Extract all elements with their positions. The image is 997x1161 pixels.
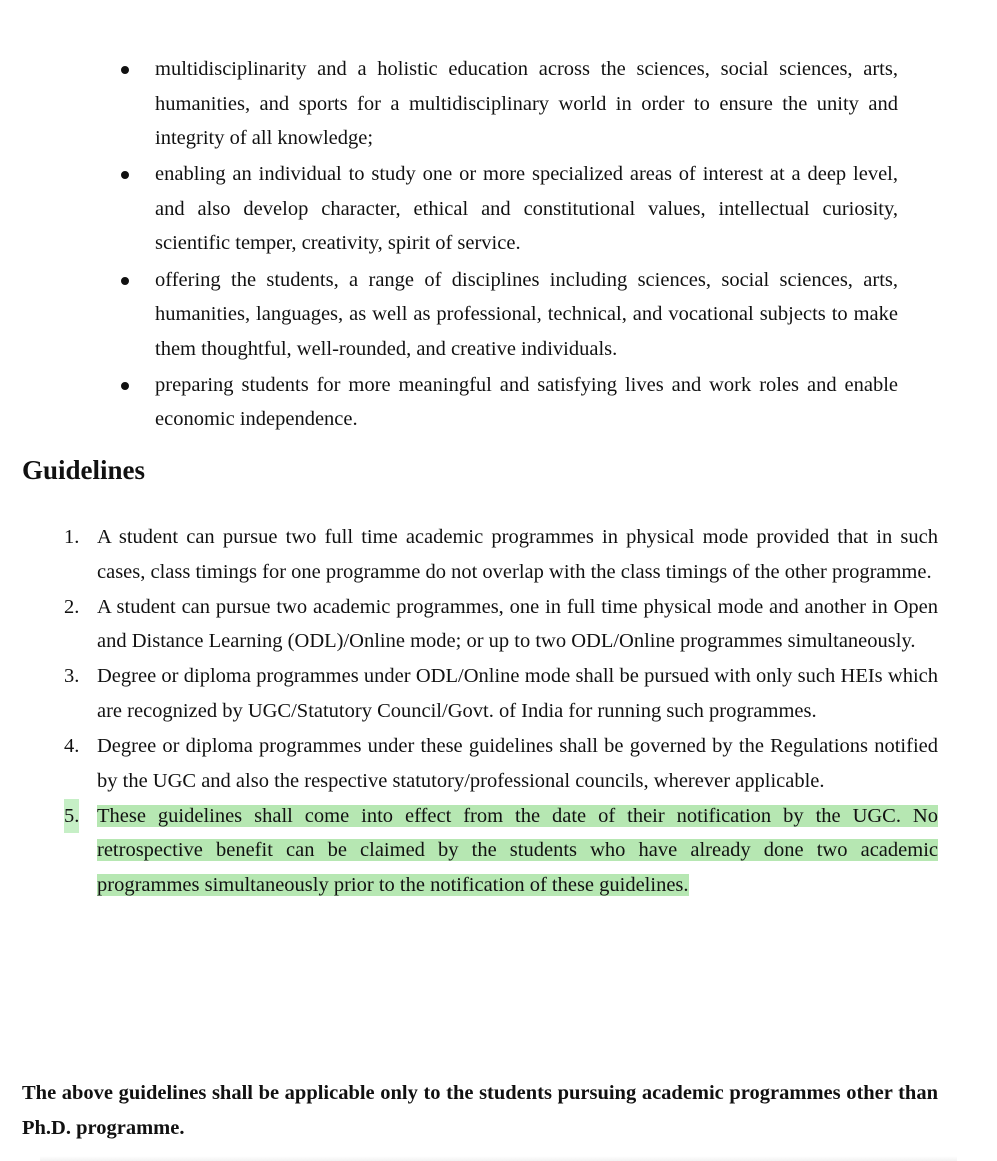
guideline-text: Degree or diploma programmes under these guidelines shall be governed by the Regulations notified by the UGC and also the respective statutory/professional councils, wherever applicable. [97,735,938,792]
bullet-text: offering the students, a range of disciplines including sciences, social sciences, arts, humanities, languages, as well as professional, technical, and vocational subjects to make them thoughtful, well-rounded, and creative individuals. [155,268,898,360]
guideline-text: Degree or diploma programmes under ODL/Online mode shall be pursued with only such HEIs which are recognized by UGC/Statutory Council/Govt. of India for running such programmes. [97,665,938,722]
guideline-number: 4. [64,735,80,758]
highlighted-guideline-text[interactable]: These guidelines shall come into effect from the date of their notification by the UGC. No retrospective benefit can be claimed by the students who have already done two academic programmes simultaneously prior to the notification of these guidelines. [97,804,938,896]
bullet-item [118,263,898,367]
bullet-item [118,52,898,156]
page-bottom-edge [40,1156,957,1161]
guideline-item [60,659,938,728]
bullet-icon [121,171,129,179]
guideline-number: 3. [64,665,80,688]
guideline-item [60,729,938,798]
bullet-icon [121,66,129,74]
guideline-text: A student can pursue two full time academic programmes in physical mode provided that in such cases, class timings for one programme do not overlap with the class timings of the other programme. [97,526,938,583]
bullet-icon [121,277,129,285]
bullet-item [118,157,898,261]
bullet-icon [121,382,129,390]
guideline-number: 5. [64,799,79,834]
section-heading: Guidelines [22,455,146,485]
objectives-bullet-list [118,52,898,439]
guideline-number: 1. [64,526,80,548]
guideline-item [60,520,938,589]
bullet-text: enabling an individual to study one or more specialized areas of interest at a deep level, and also develop character, ethical and constitutional values, intellectual curiosity, scientific temper, creativity, spirit of service. [155,163,898,255]
guideline-item-highlighted[interactable] [60,799,938,903]
guideline-text: A student can pursue two academic programmes, one in full time physical mode and another in Open and Distance Learning (ODL)/Online mode; or up to two ODL/Online programmes simultaneously. [97,595,938,653]
closing-statement: The above guidelines shall be applicable only to the students pursuing academic programmes other than Ph.D. programme. [22,1082,938,1139]
bullet-text: preparing students for more meaningful and satisfying lives and work roles and enable economic independence. [155,373,898,431]
guideline-item [60,590,938,659]
guideline-number: 2. [64,595,80,618]
guidelines-list [60,520,938,903]
bullet-item [118,368,898,437]
bullet-text: multidisciplinarity and a holistic education across the sciences, social sciences, arts, humanities, and sports for a multidisciplinary world in order to ensure the unity and integrity of all knowledge; [155,58,898,150]
